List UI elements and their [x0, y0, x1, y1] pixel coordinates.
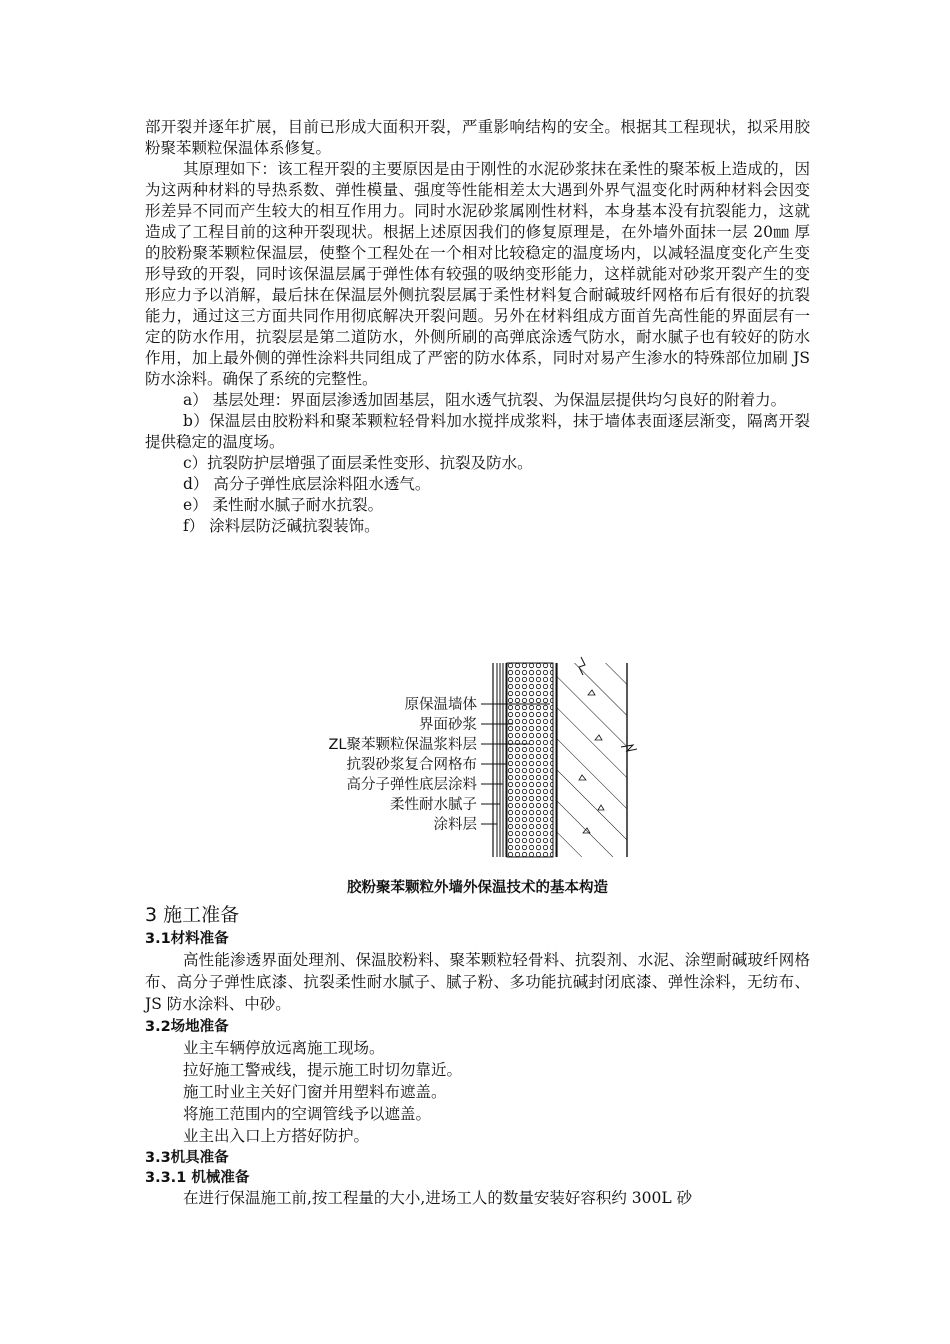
section-3-3-1-title: 3.3.1 机械准备 [145, 1170, 250, 1186]
insulation-layer [507, 663, 553, 857]
label-insulation-layer: ZL聚苯颗粒保温浆料层 [328, 737, 477, 753]
figure-caption: 胶粉聚苯颗粒外墙外保温技术的基本构造 [347, 880, 608, 896]
label-interface-mortar: 界面砂浆 [419, 717, 477, 733]
label-coating-layer: 涂料层 [433, 817, 477, 833]
section-3-3-1-text: 在进行保温施工前,按工程量的大小,进场工人的数量安装好容积约 300L 砂 [183, 1189, 693, 1207]
label-polymer-primer: 高分子弹性底层涂料 [346, 777, 477, 793]
section-3-1-title: 3.1材料准备 [145, 931, 229, 947]
label-anti-crack-mesh: 抗裂砂浆复合网格布 [346, 757, 477, 773]
section-3-2-title: 3.2场地准备 [145, 1019, 229, 1035]
label-flexible-putty: 柔性耐水腻子 [390, 797, 477, 813]
label-original-wall: 原保温墙体 [404, 697, 477, 713]
section-3-1-text: 高性能渗透界面处理剂、保温胶粉料、聚苯颗粒轻骨料、抗裂剂、水泥、涂塑耐碱玻纤网格布、高分子弹性底漆、抗裂柔性耐水腻子、腻子粉、多功能抗碱封闭底漆、弹性涂料，无纺布、JS 防水涂料、中砂。 [145, 951, 810, 1013]
site-prep-line-3: 施工时业主关好门窗并用塑料布遮盖。 [183, 1083, 447, 1101]
section-3-3-title: 3.3机具准备 [145, 1150, 229, 1166]
list-item-a: a） 基层处理：界面层渗透加固基层，阻水透气抗裂、为保温层提供均匀良好的附着力。 [183, 391, 787, 409]
list-item-c: c）抗裂防护层增强了面层柔性变形、抗裂及防水。 [183, 454, 533, 472]
body-text-block [145, 117, 810, 537]
site-prep-line-5: 业主出入口上方搭好防护。 [183, 1127, 370, 1145]
list-item-d: d） 高分子弹性底层涂料阻水透气。 [183, 475, 431, 493]
original-wall [557, 663, 627, 857]
list-item-e: e） 柔性耐水腻子耐水抗裂。 [183, 496, 384, 514]
wall-construction-diagram [255, 655, 645, 865]
section-3-title: 3 施工准备 [145, 904, 240, 926]
paragraph-principle: 其原理如下：该工程开裂的主要原因是由于刚性的水泥砂浆抹在柔性的聚苯板上造成的，因为这两种材料的导热系数、弹性模量、强度等性能相差太大遇到外界气温变化时两种材料会因变形差异不同而产生较大的相互作用力。同时水泥砂浆属刚性材料，本身基本没有抗裂能力，这就造成了工程目前的这种开裂现状。根据上述原因我们的修复原理是，在外墙外面抹一层 20㎜ 厚的胶粉聚苯颗粒保温层，使整个工程处在一个相对比较稳定的温度场内，以减轻温度变化产生变形导致的开裂，同时该保温层属于弹性体有较强的吸纳变形能力，这样就能对砂浆开裂产生的变形应力予以消解，最后抹在保温层外侧抗裂层属于柔性材料复合耐碱玻纤网格布后有很好的抗裂能力，通过这三方面共同作用彻底解决开裂问题。另外在材料组成方面首先高性能的界面层有一定的防水作用，抗裂层是第二道防水，外侧所刷的高弹底涂透气防水，耐水腻子也有较好的防水作用，加上最外侧的弹性涂料共同组成了严密的防水体系，同时对易产生渗水的特殊部位加刷 JS 防水涂料。确保了系统的完整性。 [145, 160, 810, 388]
list-item-b: b）保温层由胶粉料和聚苯颗粒轻骨料加水搅拌成浆料，抹于墙体表面逐层渐变，隔离开裂提供稳定的温度场。 [145, 412, 810, 451]
site-prep-line-4: 将施工范围内的空调管线予以遮盖。 [183, 1105, 432, 1123]
site-prep-line-2: 拉好施工警戒线，提示施工时切勿靠近。 [183, 1061, 463, 1079]
site-prep-line-1: 业主车辆停放远离施工现场。 [183, 1039, 385, 1057]
section-3 [145, 901, 810, 1209]
paragraph-intro: 部开裂并逐年扩展，目前已形成大面积开裂，严重影响结构的安全。根据其工程现状，拟采用胶粉聚苯颗粒保温体系修复。 [145, 118, 810, 157]
list-item-f: f） 涂料层防泛碱抗裂装饰。 [183, 517, 380, 535]
